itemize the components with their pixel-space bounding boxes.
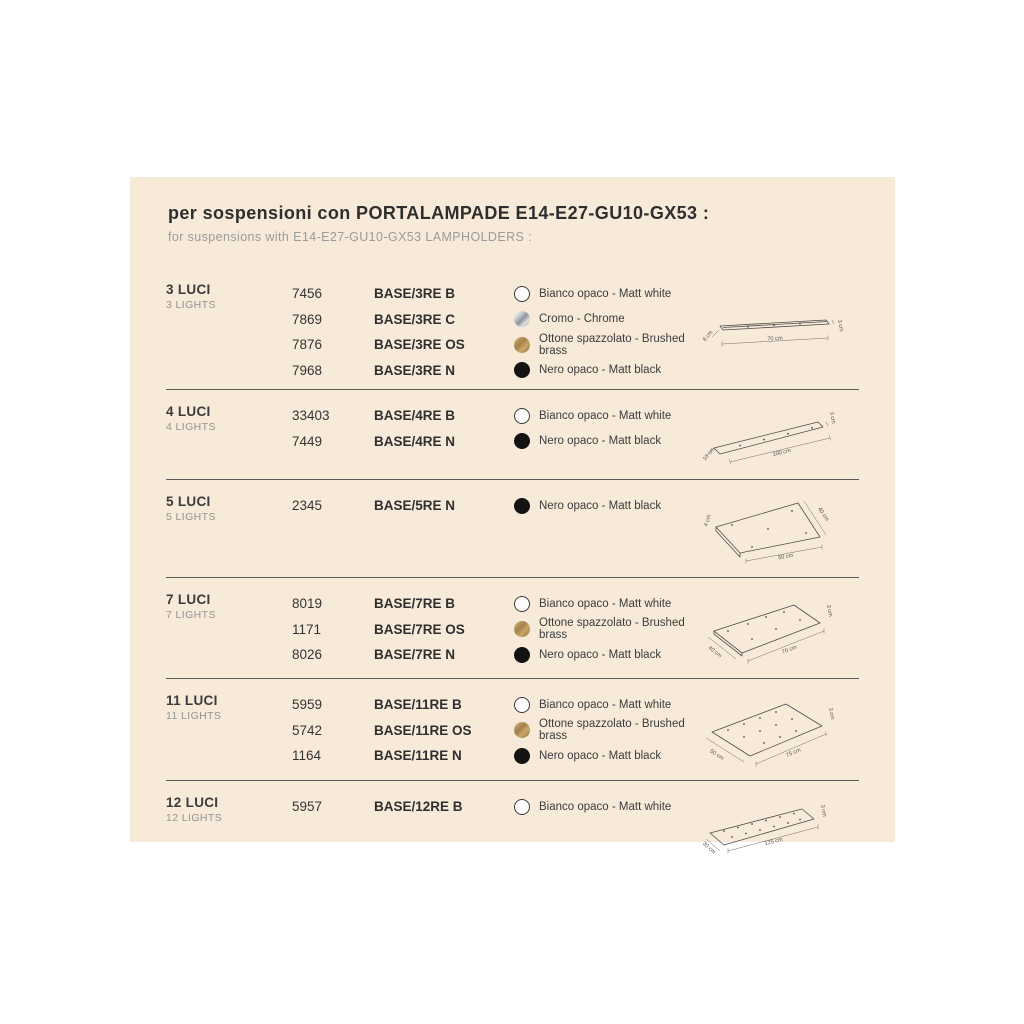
- finish-label: Bianco opaco - Matt white: [539, 800, 672, 813]
- section-label: [166, 279, 292, 383]
- table-row: [292, 617, 691, 643]
- finish-label: Ottone spazzolato - Brushed brass: [539, 617, 685, 642]
- item-list: [292, 491, 691, 571]
- product-code: 7876: [292, 337, 323, 353]
- dim-length: 70 cm: [767, 335, 783, 343]
- table-row: [292, 281, 691, 307]
- base-name: BASE/3RE C: [374, 311, 456, 327]
- section-5-luci: [166, 480, 859, 578]
- lights-label: 3 LIGHTS: [166, 299, 216, 311]
- technical-drawing-12re: [691, 792, 859, 865]
- luci-label: 4 LUCI: [166, 404, 211, 419]
- lights-label: 5 LIGHTS: [166, 511, 216, 523]
- table-row: [292, 429, 691, 455]
- catalog-page: [130, 177, 895, 856]
- page-header: [130, 177, 895, 244]
- item-list: [292, 401, 691, 473]
- item-list: [292, 279, 691, 383]
- base-name: BASE/3RE B: [374, 286, 456, 302]
- item-list: [292, 690, 691, 774]
- base-name: BASE/11RE N: [374, 748, 462, 764]
- product-code: 7869: [292, 311, 323, 327]
- product-table: [166, 268, 859, 871]
- color-swatch-black-icon: [514, 647, 530, 663]
- color-swatch-white-icon: [514, 408, 530, 424]
- dim-height: 3 cm: [835, 319, 845, 333]
- luci-label: 7 LUCI: [166, 592, 211, 607]
- base-name: BASE/7RE N: [374, 647, 456, 663]
- finish-label: Bianco opaco - Matt white: [539, 409, 672, 422]
- product-code: 7456: [292, 286, 323, 302]
- section-label: [166, 690, 292, 774]
- dim-depth: 10 cm: [702, 446, 717, 463]
- base-name: BASE/3RE N: [374, 362, 456, 378]
- dim-width: 40 cm: [706, 644, 723, 659]
- color-swatch-chrome-icon: [514, 311, 530, 327]
- product-code: 1164: [292, 748, 322, 764]
- page-title: per sospensioni con PORTALAMPADE E14-E27-GU10-GX53 :: [168, 203, 710, 223]
- base-name: BASE/7RE B: [374, 596, 456, 612]
- section-label: [166, 491, 292, 571]
- section-label: [166, 589, 292, 672]
- dim-length: 125 cm: [764, 836, 784, 847]
- color-swatch-black-icon: [514, 362, 530, 378]
- technical-drawing-11re: [691, 690, 859, 774]
- finish-label: Nero opaco - Matt black: [539, 648, 662, 661]
- base-name: BASE/4RE N: [374, 433, 456, 449]
- product-code: 1171: [292, 621, 322, 637]
- finish-label: Nero opaco - Matt black: [539, 364, 662, 377]
- dim-length: 75 cm: [785, 747, 802, 759]
- base-name: BASE/12RE B: [374, 799, 463, 815]
- base-name: BASE/3RE OS: [374, 337, 465, 353]
- product-code: 33403: [292, 408, 330, 424]
- base-name: BASE/7RE OS: [374, 621, 465, 637]
- section-11-luci: [166, 679, 859, 781]
- color-swatch-white-icon: [514, 697, 530, 713]
- dim-height: 3 cm: [824, 603, 834, 617]
- page-subtitle: for suspensions with E14-E27-GU10-GX53 LAMPHOLDERS :: [168, 230, 533, 244]
- finish-label: Nero opaco - Matt black: [539, 499, 662, 512]
- technical-drawing-4re: [691, 401, 859, 473]
- dim-height: 3 cm: [827, 411, 837, 425]
- technical-drawing-7re: [691, 589, 859, 672]
- finish-label: Bianco opaco - Matt white: [539, 698, 672, 711]
- finish-label: Nero opaco - Matt black: [539, 435, 662, 448]
- color-swatch-brass-icon: [514, 722, 530, 738]
- section-12-luci: [166, 781, 859, 871]
- table-row: [292, 332, 691, 358]
- dim-width: 40 cm: [816, 506, 830, 523]
- table-row: [292, 591, 691, 617]
- table-row: [292, 718, 691, 744]
- color-swatch-brass-icon: [514, 621, 530, 637]
- dim-width: 30 cm: [701, 840, 717, 856]
- product-code: 2345: [292, 498, 323, 514]
- section-4-luci: [166, 390, 859, 480]
- product-code: 7449: [292, 433, 323, 449]
- dim-height: 3 cm: [826, 707, 836, 721]
- dim-height: 4 cm: [703, 513, 713, 528]
- luci-label: 12 LUCI: [166, 795, 219, 810]
- table-row: [292, 307, 691, 333]
- item-list: [292, 792, 691, 865]
- section-7-luci: [166, 578, 859, 679]
- product-code: 5959: [292, 697, 323, 713]
- luci-label: 5 LUCI: [166, 494, 211, 509]
- table-row: [292, 794, 691, 820]
- dim-length: 70 cm: [781, 644, 798, 656]
- base-name: BASE/4RE B: [374, 408, 456, 424]
- lights-label: 12 LIGHTS: [166, 812, 223, 824]
- lights-label: 7 LIGHTS: [166, 609, 216, 621]
- luci-label: 11 LUCI: [166, 693, 218, 708]
- color-swatch-brass-icon: [514, 337, 530, 353]
- dim-height: 3 cm: [818, 803, 828, 817]
- section-label: [166, 401, 292, 473]
- base-name: BASE/5RE N: [374, 498, 456, 514]
- lights-label: 4 LIGHTS: [166, 421, 216, 433]
- dim-depth: 8 cm: [702, 329, 715, 343]
- section-label: [166, 792, 292, 865]
- table-row: [292, 493, 691, 519]
- finish-label: Bianco opaco - Matt white: [539, 287, 672, 300]
- item-list: [292, 589, 691, 672]
- product-code: 7968: [292, 362, 323, 378]
- finish-label: Bianco opaco - Matt white: [539, 597, 672, 610]
- finish-label: Ottone spazzolato - Brushed brass: [539, 718, 685, 743]
- product-code: 8026: [292, 647, 323, 663]
- technical-drawing-5re: [691, 491, 859, 571]
- color-swatch-white-icon: [514, 799, 530, 815]
- color-swatch-black-icon: [514, 748, 530, 764]
- finish-label: Cromo - Chrome: [539, 313, 625, 326]
- color-swatch-white-icon: [514, 286, 530, 302]
- finish-label: Ottone spazzolato - Brushed brass: [539, 332, 685, 357]
- color-swatch-black-icon: [514, 498, 530, 514]
- base-name: BASE/11RE OS: [374, 722, 472, 738]
- dim-length: 100 cm: [772, 448, 792, 459]
- color-swatch-black-icon: [514, 433, 530, 449]
- product-code: 5957: [292, 799, 323, 815]
- base-name: BASE/11RE B: [374, 697, 462, 713]
- table-row: [292, 642, 691, 668]
- technical-drawing-3re: [691, 279, 859, 383]
- table-row: [292, 358, 691, 384]
- table-row: [292, 743, 691, 769]
- table-row: [292, 692, 691, 718]
- table-row: [292, 403, 691, 429]
- product-code: 8019: [292, 596, 323, 612]
- section-3-luci: [166, 268, 859, 390]
- lights-label: 11 LIGHTS: [166, 710, 222, 722]
- dim-length: 50 cm: [777, 552, 794, 562]
- luci-label: 3 LUCI: [166, 282, 211, 297]
- product-code: 5742: [292, 722, 323, 738]
- finish-label: Nero opaco - Matt black: [539, 749, 662, 762]
- color-swatch-white-icon: [514, 596, 530, 612]
- dim-width: 50 cm: [708, 748, 725, 762]
